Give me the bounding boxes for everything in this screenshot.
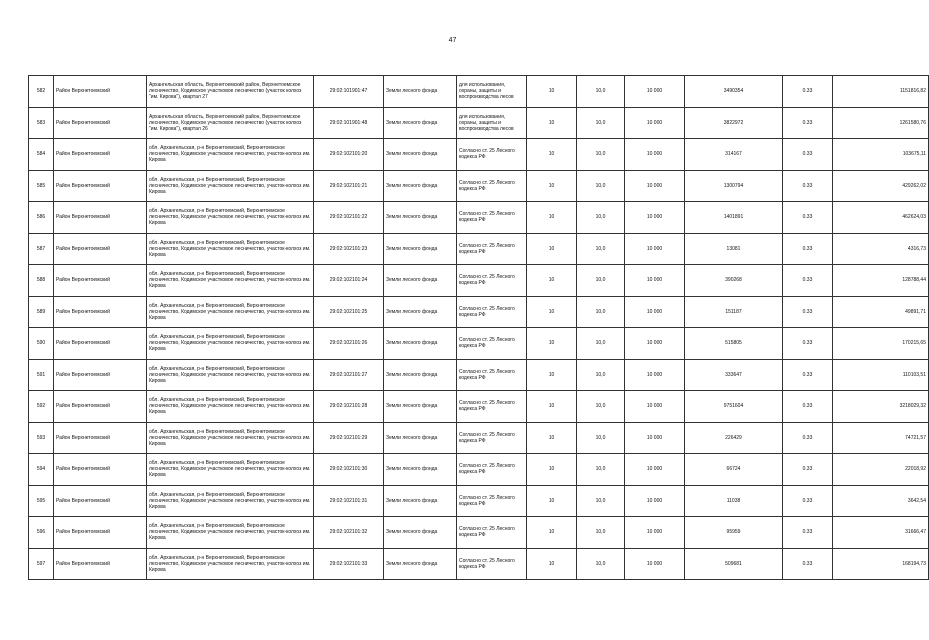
district-cell: Район Верхнетоемский [54, 454, 147, 486]
table-row [29, 359, 929, 391]
district-cell: Район Верхнетоемский [54, 202, 147, 234]
cadastral-number-cell: 29:02:102101:27 [314, 359, 384, 391]
value-a-cell: 10 [527, 548, 577, 580]
row-number: 590 [29, 328, 54, 360]
row-number: 591 [29, 359, 54, 391]
cadastral-number-cell: 29:02:102101:25 [314, 296, 384, 328]
land-category-cell: Земли лесного фонда [384, 548, 457, 580]
sum-cell: 1151816,82 [833, 76, 929, 108]
cadastral-number-cell: 29:02:102101:24 [314, 265, 384, 297]
value-c-cell: 10 000 [625, 517, 685, 549]
area-cell: 1401891 [685, 202, 783, 234]
address-cell: Архангельская область, Верхнетоемский район, Верхнетоемское лесничество, Кодимское участковое лесничество (участок колхоз "им. Кирова"), квартал 27 [147, 76, 314, 108]
cadastral-number-cell: 29:02:102101:20 [314, 139, 384, 171]
sum-cell: 74721,57 [833, 422, 929, 454]
cadastral-number-cell: 29:02:102101:30 [314, 454, 384, 486]
area-cell: 13081 [685, 233, 783, 265]
district-cell: Район Верхнетоемский [54, 170, 147, 202]
row-number: 595 [29, 485, 54, 517]
permitted-use-cell: Согласно ст. 25 Лесного кодекса РФ [457, 517, 527, 549]
land-category-cell: Земли лесного фонда [384, 139, 457, 171]
value-b-cell: 10,0 [577, 202, 625, 234]
land-category-cell: Земли лесного фонда [384, 107, 457, 139]
permitted-use-cell: Согласно ст. 25 Лесного кодекса РФ [457, 202, 527, 234]
table-row [29, 202, 929, 234]
cadastral-number-cell: 29:02:101901:48 [314, 107, 384, 139]
row-number: 593 [29, 422, 54, 454]
address-cell: обл. Архангельская, р-н Верхнетоемский, Верхнетоемское лесничество, Кодимское участковое лесничество, участок-колхоз им. Кирова [147, 422, 314, 454]
district-cell: Район Верхнетоемский [54, 328, 147, 360]
district-cell: Район Верхнетоемский [54, 359, 147, 391]
row-number: 587 [29, 233, 54, 265]
address-cell: обл. Архангельская, р-н Верхнетоемский, Верхнетоемское лесничество, Кодимское участковое лесничество, участок-колхоз им. Кирова [147, 328, 314, 360]
land-category-cell: Земли лесного фонда [384, 170, 457, 202]
rate-cell: 0.33 [783, 454, 833, 486]
address-cell: обл. Архангельская, р-н Верхнетоемский, Верхнетоемское лесничество, Кодимское участковое лесничество, участок-колхоз им. Кирова [147, 517, 314, 549]
rate-cell: 0.33 [783, 548, 833, 580]
sum-cell: 462624,03 [833, 202, 929, 234]
sum-cell: 31666,47 [833, 517, 929, 549]
value-c-cell: 10 000 [625, 202, 685, 234]
value-c-cell: 10 000 [625, 485, 685, 517]
permitted-use-cell: Согласно ст. 25 Лесного кодекса РФ [457, 328, 527, 360]
value-b-cell: 10,0 [577, 485, 625, 517]
address-cell: обл. Архангельская, р-н Верхнетоемский, Верхнетоемское лесничество, Кодимское участковое лесничество, участок-колхоз им. Кирова [147, 139, 314, 171]
table-row [29, 107, 929, 139]
address-cell: обл. Архангельская, р-н Верхнетоемский, Верхнетоемское лесничество, Кодимское участковое лесничество, участок-колхоз им. Кирова [147, 296, 314, 328]
table-row [29, 391, 929, 423]
row-number: 582 [29, 76, 54, 108]
permitted-use-cell: Согласно ст. 25 Лесного кодекса РФ [457, 454, 527, 486]
district-cell: Район Верхнетоемский [54, 265, 147, 297]
row-number: 584 [29, 139, 54, 171]
permitted-use-cell: для использования, охраны, защиты и воспроизводства лесов [457, 107, 527, 139]
district-cell: Район Верхнетоемский [54, 548, 147, 580]
sum-cell: 110103,51 [833, 359, 929, 391]
permitted-use-cell: Согласно ст. 25 Лесного кодекса РФ [457, 548, 527, 580]
land-category-cell: Земли лесного фонда [384, 391, 457, 423]
sum-cell: 168194,73 [833, 548, 929, 580]
area-cell: 1300794 [685, 170, 783, 202]
value-a-cell: 10 [527, 391, 577, 423]
sum-cell: 22018,92 [833, 454, 929, 486]
address-cell: обл. Архангельская, р-н Верхнетоемский, Верхнетоемское лесничество, Кодимское участковое лесничество, участок-колхоз им. Кирова [147, 265, 314, 297]
land-category-cell: Земли лесного фонда [384, 76, 457, 108]
value-b-cell: 10,0 [577, 548, 625, 580]
value-b-cell: 10,0 [577, 76, 625, 108]
rate-cell: 0.33 [783, 202, 833, 234]
row-number: 586 [29, 202, 54, 234]
district-cell: Район Верхнетоемский [54, 107, 147, 139]
row-number: 589 [29, 296, 54, 328]
row-number: 583 [29, 107, 54, 139]
address-cell: обл. Архангельская, р-н Верхнетоемский, Верхнетоемское лесничество, Кодимское участковое лесничество, участок-колхоз им. Кирова [147, 233, 314, 265]
table-row [29, 233, 929, 265]
value-c-cell: 10 000 [625, 139, 685, 171]
value-a-cell: 10 [527, 485, 577, 517]
address-cell: обл. Архангельская, р-н Верхнетоемский, Верхнетоемское лесничество, Кодимское участковое лесничество, участок-колхоз им. Кирова [147, 202, 314, 234]
area-cell: 3822972 [685, 107, 783, 139]
area-cell: 9751604 [685, 391, 783, 423]
value-b-cell: 10,0 [577, 107, 625, 139]
page-number: 47 [448, 37, 457, 44]
permitted-use-cell: Согласно ст. 25 Лесного кодекса РФ [457, 359, 527, 391]
row-number: 597 [29, 548, 54, 580]
rate-cell: 0.33 [783, 170, 833, 202]
row-number: 596 [29, 517, 54, 549]
table-row [29, 296, 929, 328]
table-row [29, 485, 929, 517]
table-row [29, 454, 929, 486]
address-cell: обл. Архангельская, р-н Верхнетоемский, Верхнетоемское лесничество, Кодимское участковое лесничество, участок-колхоз им. Кирова [147, 170, 314, 202]
district-cell: Район Верхнетоемский [54, 233, 147, 265]
value-a-cell: 10 [527, 170, 577, 202]
value-c-cell: 10 000 [625, 107, 685, 139]
permitted-use-cell: Согласно ст. 25 Лесного кодекса РФ [457, 485, 527, 517]
value-c-cell: 10 000 [625, 548, 685, 580]
value-c-cell: 10 000 [625, 328, 685, 360]
value-c-cell: 10 000 [625, 422, 685, 454]
value-b-cell: 10,0 [577, 265, 625, 297]
table-row [29, 422, 929, 454]
sum-cell: 3642,54 [833, 485, 929, 517]
area-cell: 66724 [685, 454, 783, 486]
cadastral-number-cell: 29:02:102101:29 [314, 422, 384, 454]
value-b-cell: 10,0 [577, 170, 625, 202]
rate-cell: 0.33 [783, 391, 833, 423]
value-a-cell: 10 [527, 202, 577, 234]
rate-cell: 0.33 [783, 359, 833, 391]
row-number: 592 [29, 391, 54, 423]
permitted-use-cell: Согласно ст. 25 Лесного кодекса РФ [457, 422, 527, 454]
rate-cell: 0.33 [783, 517, 833, 549]
value-c-cell: 10 000 [625, 391, 685, 423]
value-a-cell: 10 [527, 296, 577, 328]
row-number: 594 [29, 454, 54, 486]
land-category-cell: Земли лесного фонда [384, 517, 457, 549]
land-category-cell: Земли лесного фонда [384, 359, 457, 391]
address-cell: обл. Архангельская, р-н Верхнетоемский, Верхнетоемское лесничество, Кодимское участковое лесничество, участок-колхоз им. Кирова [147, 359, 314, 391]
cadastral-number-cell: 29:02:102101:28 [314, 391, 384, 423]
value-a-cell: 10 [527, 422, 577, 454]
address-cell: обл. Архангельская, р-н Верхнетоемский, Верхнетоемское лесничество, Кодимское участковое лесничество, участок-колхоз им. Кирова [147, 454, 314, 486]
value-c-cell: 10 000 [625, 265, 685, 297]
rate-cell: 0.33 [783, 76, 833, 108]
address-cell: обл. Архангельская, р-н Верхнетоемский, Верхнетоемское лесничество, Кодимское участковое лесничество, участок-колхоз им. Кирова [147, 548, 314, 580]
value-a-cell: 10 [527, 265, 577, 297]
rate-cell: 0.33 [783, 233, 833, 265]
row-number: 588 [29, 265, 54, 297]
value-a-cell: 10 [527, 107, 577, 139]
value-b-cell: 10,0 [577, 296, 625, 328]
land-category-cell: Земли лесного фонда [384, 454, 457, 486]
value-b-cell: 10,0 [577, 391, 625, 423]
sum-cell: 103675,11 [833, 139, 929, 171]
table-row [29, 139, 929, 171]
address-cell: обл. Архангельская, р-н Верхнетоемский, Верхнетоемское лесничество, Кодимское участковое лесничество, участок-колхоз им. Кирова [147, 485, 314, 517]
land-category-cell: Земли лесного фонда [384, 485, 457, 517]
sum-cell: 170215,65 [833, 328, 929, 360]
cadastral-number-cell: 29:02:102101:21 [314, 170, 384, 202]
rate-cell: 0.33 [783, 139, 833, 171]
value-a-cell: 10 [527, 454, 577, 486]
cadastral-number-cell: 29:02:101901:47 [314, 76, 384, 108]
district-cell: Район Верхнетоемский [54, 76, 147, 108]
area-cell: 509681 [685, 548, 783, 580]
rate-cell: 0.33 [783, 265, 833, 297]
cadastral-number-cell: 29:02:102101:22 [314, 202, 384, 234]
value-b-cell: 10,0 [577, 422, 625, 454]
area-cell: 95959 [685, 517, 783, 549]
table-row [29, 548, 929, 580]
permitted-use-cell: Согласно ст. 25 Лесного кодекса РФ [457, 391, 527, 423]
district-cell: Район Верхнетоемский [54, 139, 147, 171]
value-a-cell: 10 [527, 233, 577, 265]
table-row [29, 170, 929, 202]
cadastral-number-cell: 29:02:102101:33 [314, 548, 384, 580]
permitted-use-cell: Согласно ст. 25 Лесного кодекса РФ [457, 170, 527, 202]
area-cell: 3490354 [685, 76, 783, 108]
rate-cell: 0.33 [783, 422, 833, 454]
sum-cell: 1261580,76 [833, 107, 929, 139]
permitted-use-cell: Согласно ст. 25 Лесного кодекса РФ [457, 296, 527, 328]
land-category-cell: Земли лесного фонда [384, 202, 457, 234]
sum-cell: 128788,44 [833, 265, 929, 297]
value-b-cell: 10,0 [577, 517, 625, 549]
district-cell: Район Верхнетоемский [54, 517, 147, 549]
value-a-cell: 10 [527, 328, 577, 360]
registry-body [29, 76, 929, 580]
table-row [29, 265, 929, 297]
value-a-cell: 10 [527, 517, 577, 549]
cadastral-number-cell: 29:02:102101:26 [314, 328, 384, 360]
land-category-cell: Земли лесного фонда [384, 296, 457, 328]
land-category-cell: Земли лесного фонда [384, 233, 457, 265]
table-row [29, 76, 929, 108]
value-c-cell: 10 000 [625, 233, 685, 265]
table-row [29, 328, 929, 360]
area-cell: 226429 [685, 422, 783, 454]
sum-cell: 4316,73 [833, 233, 929, 265]
district-cell: Район Верхнетоемский [54, 296, 147, 328]
sum-cell: 429262,02 [833, 170, 929, 202]
value-c-cell: 10 000 [625, 76, 685, 108]
value-b-cell: 10,0 [577, 359, 625, 391]
land-registry-table [28, 75, 929, 580]
value-b-cell: 10,0 [577, 233, 625, 265]
area-cell: 314167 [685, 139, 783, 171]
value-b-cell: 10,0 [577, 328, 625, 360]
area-cell: 390268 [685, 265, 783, 297]
area-cell: 11038 [685, 485, 783, 517]
permitted-use-cell: Согласно ст. 25 Лесного кодекса РФ [457, 265, 527, 297]
value-b-cell: 10,0 [577, 139, 625, 171]
permitted-use-cell: Согласно ст. 25 Лесного кодекса РФ [457, 139, 527, 171]
land-category-cell: Земли лесного фонда [384, 328, 457, 360]
value-c-cell: 10 000 [625, 170, 685, 202]
value-c-cell: 10 000 [625, 296, 685, 328]
table-row [29, 517, 929, 549]
cadastral-number-cell: 29:02:102101:23 [314, 233, 384, 265]
rate-cell: 0.33 [783, 107, 833, 139]
area-cell: 333647 [685, 359, 783, 391]
land-category-cell: Земли лесного фонда [384, 265, 457, 297]
area-cell: 515805 [685, 328, 783, 360]
row-number: 585 [29, 170, 54, 202]
value-b-cell: 10,0 [577, 454, 625, 486]
cadastral-number-cell: 29:02:102101:31 [314, 485, 384, 517]
rate-cell: 0.33 [783, 485, 833, 517]
value-a-cell: 10 [527, 76, 577, 108]
address-cell: Архангельская область, Верхнетоемский район, Верхнетоемское лесничество, Кодимское участковое лесничество (участок колхоз "им. Кирова"), квартал 26 [147, 107, 314, 139]
rate-cell: 0.33 [783, 328, 833, 360]
address-cell: обл. Архангельская, р-н Верхнетоемский, Верхнетоемское лесничество, Кодимское участковое лесничество, участок-колхоз им. Кирова [147, 391, 314, 423]
sum-cell: 49891,71 [833, 296, 929, 328]
value-a-cell: 10 [527, 359, 577, 391]
rate-cell: 0.33 [783, 296, 833, 328]
district-cell: Район Верхнетоемский [54, 391, 147, 423]
sum-cell: 3218029,32 [833, 391, 929, 423]
permitted-use-cell: Согласно ст. 25 Лесного кодекса РФ [457, 233, 527, 265]
land-category-cell: Земли лесного фонда [384, 422, 457, 454]
value-c-cell: 10 000 [625, 359, 685, 391]
permitted-use-cell: для использования, охраны, защиты и воспроизводства лесов [457, 76, 527, 108]
value-c-cell: 10 000 [625, 454, 685, 486]
district-cell: Район Верхнетоемский [54, 422, 147, 454]
area-cell: 151187 [685, 296, 783, 328]
cadastral-number-cell: 29:02:102101:32 [314, 517, 384, 549]
district-cell: Район Верхнетоемский [54, 485, 147, 517]
value-a-cell: 10 [527, 139, 577, 171]
